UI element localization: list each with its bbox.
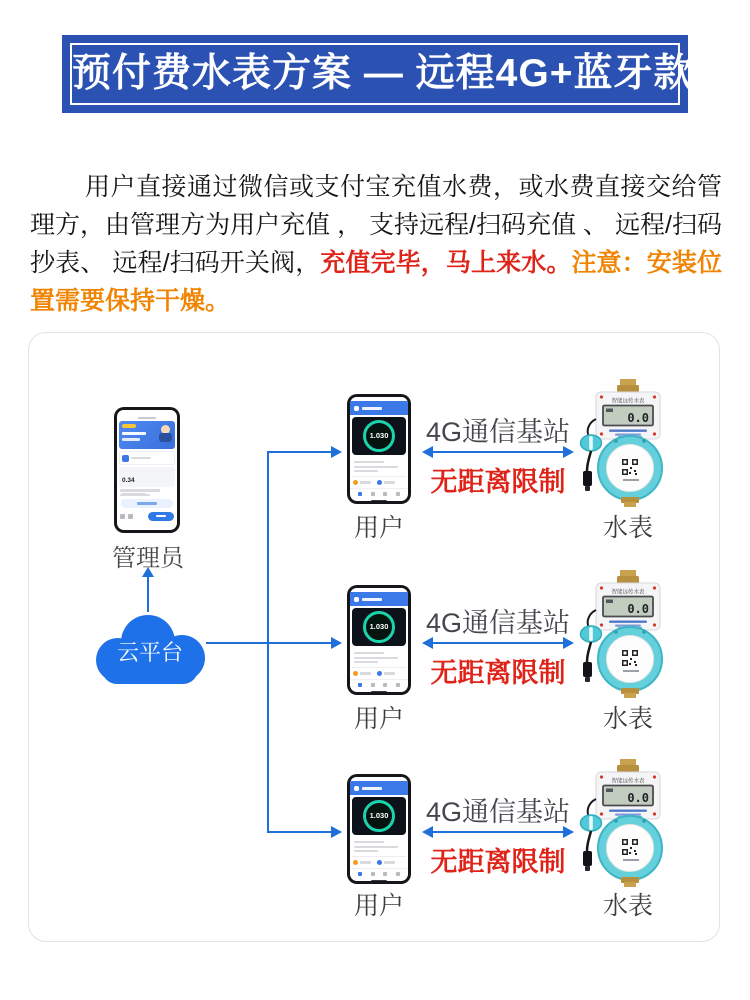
gauge-ring (363, 420, 395, 452)
decor-rect (634, 850, 636, 852)
decor-rect (606, 789, 613, 793)
decor-rect (624, 502, 636, 507)
decor-span (362, 598, 382, 601)
decor-rect (635, 853, 637, 855)
decor-rect (630, 847, 632, 849)
meter-lcd-value: 0.0 (627, 602, 649, 616)
meter-info-card (352, 648, 406, 668)
decor-i (371, 872, 375, 876)
meter-lcd-value: 0.0 (627, 411, 649, 425)
decor-rect (629, 472, 631, 474)
constraint-label: 无距离限制 (430, 658, 566, 688)
decor-span (122, 438, 140, 441)
decor-circle (600, 432, 603, 435)
branch-arrow (268, 637, 342, 649)
decor-rect (630, 658, 632, 660)
constraint-label: 无距离限制 (430, 847, 566, 877)
double-arrow (422, 826, 574, 838)
admin-pay-button (148, 512, 174, 521)
admin-phone-screen (117, 410, 177, 530)
carrier-label: 4G通信基站 (425, 608, 571, 638)
decor-circle (653, 775, 656, 778)
decor-rect (589, 627, 593, 641)
decor-span (268, 451, 331, 453)
bottom-nav (350, 489, 408, 499)
decor-circle (653, 432, 656, 435)
decor-span (354, 597, 359, 602)
decor-circle (642, 439, 646, 443)
decor-span (354, 786, 359, 791)
user-app-header (350, 401, 408, 415)
decor-span (362, 407, 382, 410)
meter-head-title: 智能远传水表 (611, 589, 645, 596)
user-phone-screen (350, 777, 408, 881)
banner-frame (70, 43, 694, 105)
water-meter (578, 379, 678, 507)
intro-highlight-red: 充值完毕，马上来水。 (320, 249, 572, 277)
admin-detail-rows (120, 489, 174, 496)
app-icon (122, 455, 129, 462)
decor-rect (630, 467, 632, 469)
decor-i (396, 872, 400, 876)
decor-span (354, 406, 359, 411)
gauge-reading: 1.030 (369, 431, 389, 441)
meter-label: 水表 (602, 514, 653, 542)
cloud-label: 云平台 (116, 640, 183, 665)
decor-rect (624, 662, 627, 665)
user-label: 用户 (353, 892, 404, 920)
decor-i (396, 492, 400, 496)
meter-info-card (352, 837, 406, 857)
admin-label: 管理员 (112, 545, 184, 572)
decor-span (354, 850, 378, 852)
decor-rect (624, 471, 627, 474)
decor-span (137, 502, 157, 505)
decor-i (358, 683, 362, 687)
gauge-reading: 1.030 (369, 622, 389, 632)
user-label: 用户 (353, 514, 404, 542)
user-app-header (350, 781, 408, 795)
admin-app-card (119, 451, 175, 465)
decor-span (362, 787, 382, 790)
decor-rect (620, 379, 636, 386)
admin-balance-card (119, 467, 175, 487)
decor-span (360, 672, 371, 675)
meter-label: 水表 (602, 705, 653, 733)
decor-rect (606, 409, 613, 413)
decor-span (354, 846, 398, 848)
decor-rect (629, 663, 631, 665)
right-arrowhead-icon (331, 446, 342, 458)
decor-rect (589, 816, 593, 830)
banner (62, 35, 694, 113)
decor-span (354, 461, 384, 463)
decor-rect (583, 471, 592, 486)
branch-arrow (268, 826, 342, 838)
decor-rect (589, 436, 593, 450)
decor-circle (653, 812, 656, 815)
decor-rect (585, 866, 590, 871)
gauge-reading: 1.030 (369, 811, 389, 821)
decor-i (383, 683, 387, 687)
decor-rect (620, 759, 636, 766)
constraint-label: 无距离限制 (430, 467, 566, 497)
antenna-cable (587, 831, 591, 851)
decor-circle (642, 630, 646, 634)
pay-icon (377, 671, 382, 676)
decor-circle (600, 586, 603, 589)
right-arrowhead-icon (563, 826, 574, 838)
meter-label: 水表 (602, 892, 653, 920)
decor-span (354, 470, 378, 472)
decor-circle (600, 775, 603, 778)
gauge-ring (363, 800, 395, 832)
decor-i (128, 514, 133, 519)
admin-wide-button (121, 499, 173, 508)
decor-rect (623, 479, 639, 481)
right-arrowhead-icon (563, 637, 574, 649)
decor-span (120, 489, 160, 492)
decor-span (354, 466, 398, 468)
user-phone (347, 585, 411, 695)
decor-rect (585, 677, 590, 682)
meter-info-card (352, 457, 406, 477)
antenna-cable (587, 642, 591, 662)
decor-rect (617, 385, 639, 392)
meter-gauge-panel (352, 797, 406, 835)
decor-span (120, 494, 150, 497)
decor-span (354, 652, 384, 654)
action-row (350, 477, 408, 489)
decor-span (268, 642, 331, 644)
action-row (350, 668, 408, 680)
decor-rect (606, 600, 613, 604)
bottom-nav (350, 869, 408, 879)
decor-span (131, 457, 151, 460)
decor-circle (600, 623, 603, 626)
recharge-icon (353, 671, 358, 676)
decor-rect (634, 470, 636, 472)
decor-rect (609, 810, 647, 812)
decor-rect (623, 670, 639, 672)
decor-rect (634, 661, 636, 663)
decor-rect (617, 765, 639, 772)
decor-circle (600, 395, 603, 398)
decor-span (360, 481, 371, 484)
double-arrow (422, 637, 574, 649)
decor-span (268, 831, 331, 833)
meter-head-title: 智能远传水表 (611, 398, 645, 405)
right-arrowhead-icon (563, 446, 574, 458)
meter-gauge-panel (352, 608, 406, 646)
decor-circle (600, 812, 603, 815)
water-meter (578, 759, 678, 887)
decor-i (383, 492, 387, 496)
decor-rect (624, 693, 636, 698)
gauge-ring (363, 611, 395, 643)
decor-circle (614, 819, 618, 823)
intro-text: 用户直接通过微信或支付宝充值水费，或水费直接交给管理方，由管理方为用户充值 ， 支持远程/扫码充值 、 远程/扫码抄表、 远程/扫码开关阀， (30, 173, 722, 277)
recharge-icon (353, 480, 358, 485)
decor-span (354, 657, 398, 659)
decor-span (354, 661, 378, 663)
decor-i (120, 514, 125, 519)
decor-i (371, 492, 375, 496)
decor-rect (624, 461, 627, 464)
decor-rect (609, 430, 647, 432)
user-phone (347, 774, 411, 884)
decor-span (384, 481, 395, 484)
decor-span (138, 417, 156, 420)
user-app-header (350, 592, 408, 606)
decor-i (358, 872, 362, 876)
branch-arrow (268, 446, 342, 458)
decor-span (122, 432, 146, 435)
intro-highlight-orange: 注意：安装位置需要保持干燥。 (30, 249, 722, 315)
decor-rect (617, 576, 639, 583)
double-arrow (422, 446, 574, 458)
decor-rect (624, 652, 627, 655)
admin-bottom-bar (120, 511, 174, 521)
carrier-label: 4G通信基站 (425, 797, 571, 827)
decor-span (431, 831, 565, 833)
admin-app-banner (119, 421, 175, 449)
decor-rect (634, 841, 637, 844)
decor-rect (629, 852, 631, 854)
decor-span (156, 515, 166, 517)
user-phone-screen (350, 588, 408, 692)
intro-paragraph (30, 168, 722, 320)
decor-rect (635, 664, 637, 666)
decor-span (384, 672, 395, 675)
meter-gauge-panel (352, 417, 406, 455)
bottom-nav (350, 680, 408, 690)
pay-icon (377, 860, 382, 865)
recharge-icon (353, 860, 358, 865)
antenna-cable (587, 451, 591, 471)
decor-span (431, 642, 565, 644)
decor-i (383, 872, 387, 876)
decor-rect (583, 662, 592, 677)
decor-rect (635, 473, 637, 475)
meter-lcd-value: 0.0 (627, 791, 649, 805)
right-arrowhead-icon (331, 826, 342, 838)
admin-phone (114, 407, 180, 533)
right-arrowhead-icon (331, 637, 342, 649)
decor-rect (634, 461, 637, 464)
person-illustration (161, 425, 170, 434)
pay-icon (377, 480, 382, 485)
decor-span (360, 861, 371, 864)
banner-tag (122, 424, 136, 428)
decor-rect (624, 851, 627, 854)
decor-circle (653, 586, 656, 589)
decor-circle (614, 630, 618, 634)
home-indicator (371, 500, 387, 501)
meter-head-title: 智能远传水表 (611, 778, 645, 785)
decor-span (354, 841, 384, 843)
user-phone (347, 394, 411, 504)
decor-i (396, 683, 400, 687)
carrier-label: 4G通信基站 (425, 417, 571, 447)
user-label: 用户 (353, 705, 404, 733)
decor-circle (653, 623, 656, 626)
cloud-admin-line (147, 576, 149, 612)
cloud-trunk-line (206, 642, 269, 644)
user-phone-screen (350, 397, 408, 501)
decor-rect (624, 841, 627, 844)
water-meter (578, 570, 678, 698)
decor-span (384, 861, 395, 864)
home-indicator (371, 691, 387, 692)
page-title: 预付费水表方案 — 远程4G+蓝牙款 (72, 52, 694, 95)
decor-rect (609, 621, 647, 623)
decor-circle (653, 395, 656, 398)
admin-balance-value: 0.34 (122, 477, 135, 484)
decor-rect (620, 570, 636, 577)
decor-rect (634, 652, 637, 655)
action-row (350, 857, 408, 869)
decor-i (371, 683, 375, 687)
decor-circle (642, 819, 646, 823)
decor-rect (585, 486, 590, 491)
decor-i (358, 492, 362, 496)
decor-span (431, 451, 565, 453)
decor-rect (623, 859, 639, 861)
home-indicator (371, 880, 387, 881)
decor-circle (614, 439, 618, 443)
decor-rect (583, 851, 592, 866)
